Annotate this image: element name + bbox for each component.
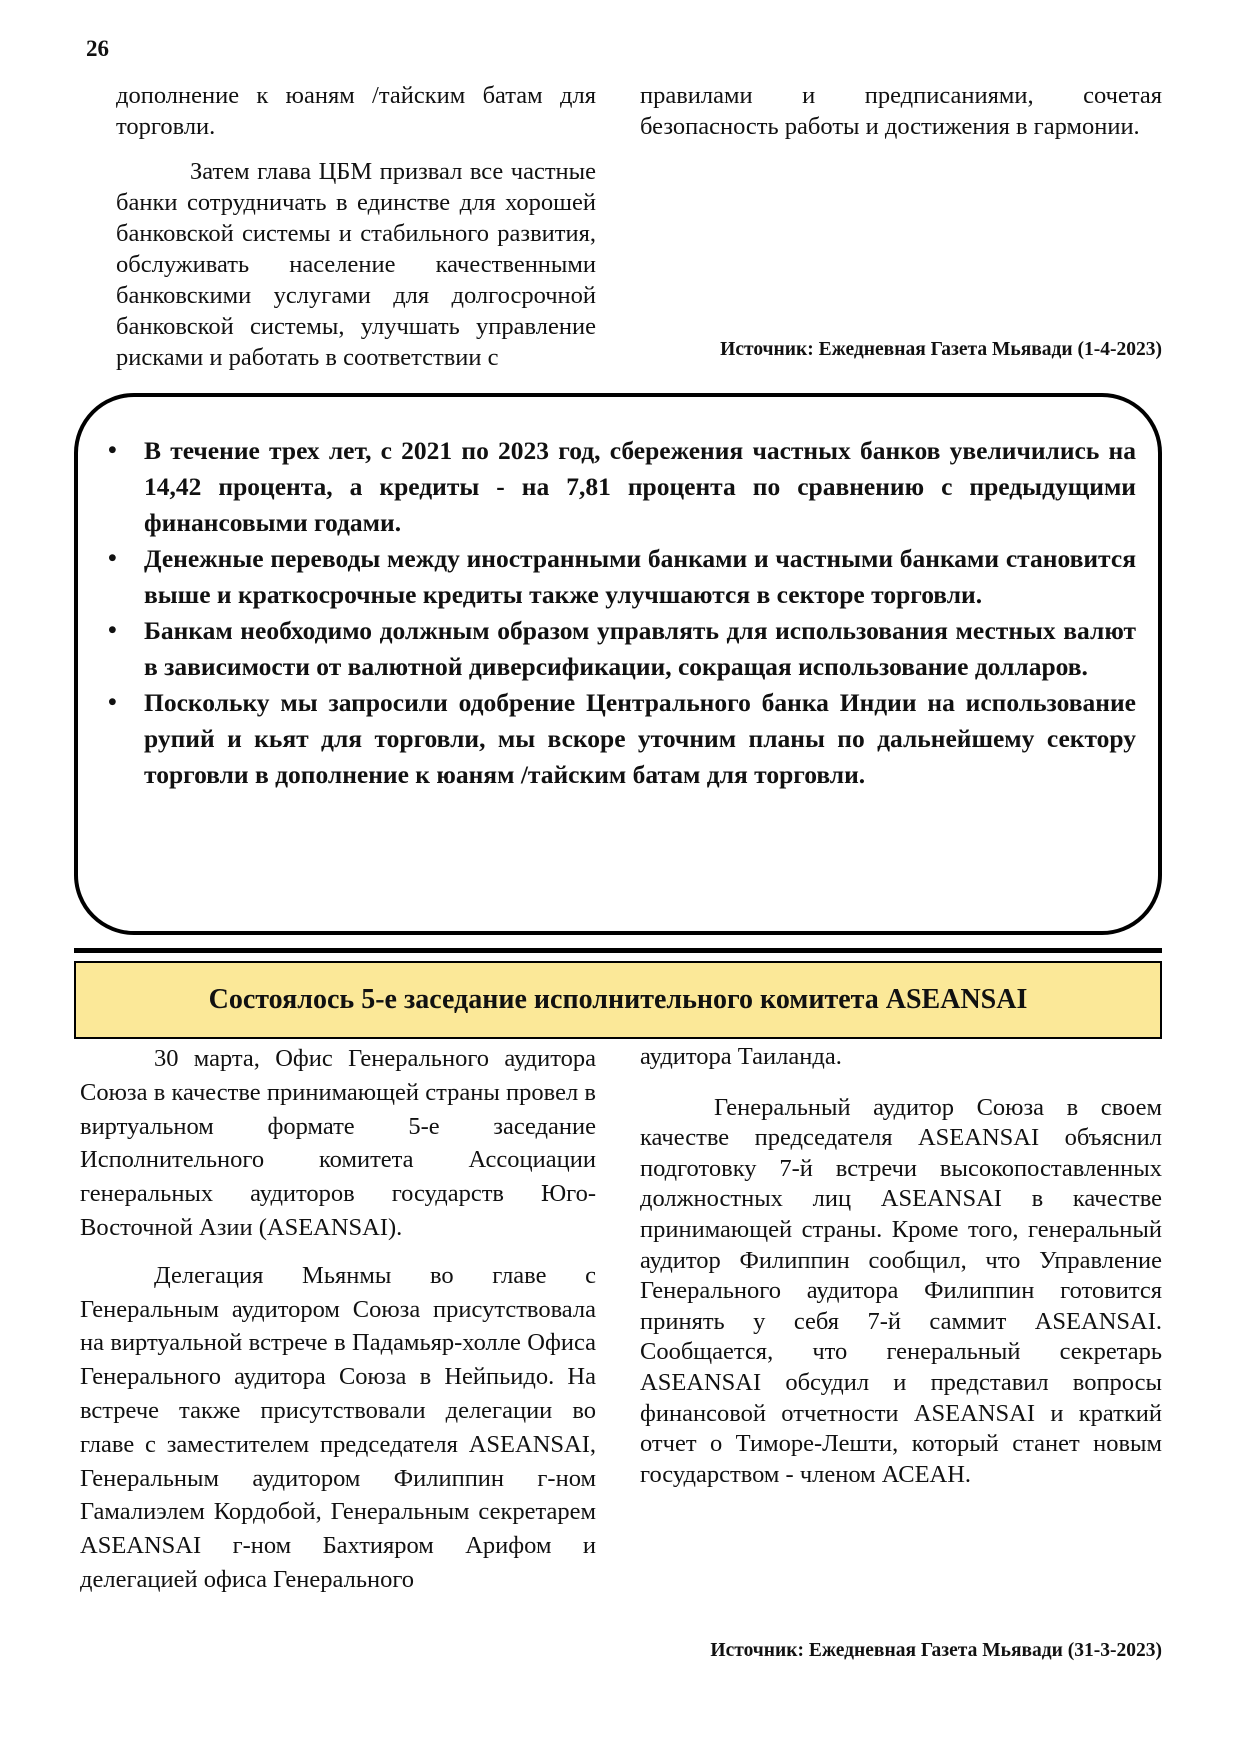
bullet-list (108, 433, 1136, 793)
bullet-icon: • (108, 545, 117, 572)
list-item (108, 433, 1136, 541)
paragraph: правилами и предписаниями, сочетая безопасность работы и достижения в гармонии. (640, 82, 1162, 140)
bullet-icon: • (108, 617, 117, 644)
article-left-column (80, 1042, 596, 1597)
paragraph: Делегация Мьянмы во главе с Генеральным аудитором Союза присутствовала на виртуальной встрече в Падамьяр-холле Офиса Генерального аудитора Союза в Нейпьидо. На встрече также присутствовали делегации во главе с заместителем председателя ASEANSAI, Генеральным аудитором Филиппин г-ном Гамалиэлем Кордобой, Генеральным секретарем ASEANSAI г-ном Бахтияром Арифом и делегацией офиса Генерального (80, 1261, 596, 1593)
list-item-text: Денежные переводы между иностранными банками и частными банками становится выше и краткосрочные кредиты также улучшаются в секторе торговли. (144, 544, 1136, 609)
list-item-text: В течение трех лет, с 2021 по 2023 год, сбережения частных банков увеличились на 14,42 процента, а кредиты - на 7,81 процента по сравнению с предыдущими финансовыми годами. (144, 436, 1136, 537)
source-citation: Источник: Ежедневная Газета Мьявади (31-3-2023) (710, 1640, 1162, 1661)
bullet-icon: • (108, 437, 117, 464)
list-item (108, 685, 1136, 793)
list-item (108, 613, 1136, 685)
article-headline: Состоялось 5-е заседание исполнительного комитета ASEANSAI (208, 984, 1028, 1015)
paragraph: аудитора Таиланда. (640, 1043, 842, 1070)
article-right-column (640, 1042, 1162, 1490)
bullet-icon: • (108, 689, 117, 716)
list-item-text: Банкам необходимо должным образом управлять для использования местных валют в зависимости от валютной диверсификации, сокращая использование долларов. (144, 616, 1136, 681)
source-citation: Источник: Ежедневная Газета Мьявади (1-4-2023) (720, 339, 1162, 360)
paragraph: дополнение к юаням /тайским батам для торговли. (116, 82, 596, 140)
paragraph: 30 марта, Офис Генерального аудитора Союза в качестве принимающей страны провел в виртуальном формате 5-е заседание Исполнительного комитета Ассоциации генеральных аудиторов государств Юго-Восточной Азии (ASEANSAI). (80, 1045, 596, 1241)
paragraph: Генеральный аудитор Союза в своем качестве председателя ASEANSAI объяснил подготовку 7-й встречи высокопоставленных должностных лиц ASEANSAI в качестве принимающей страны. Кроме того, генеральный аудитор Филиппин сообщил, что Управление Генерального аудитора Филиппин готовится принять у себя 7-й саммит ASEANSAI. Сообщается, что генеральный секретарь ASEANSAI обсудил и представил вопросы финансовой отчетности ASEANSAI и краткий отчет о Тиморе-Лешти, который станет новым государством - членом АСЕАН. (640, 1093, 1162, 1488)
highlight-box (74, 393, 1162, 935)
list-item (108, 541, 1136, 613)
divider (74, 948, 1162, 953)
headline-banner (74, 961, 1162, 1039)
paragraph: Затем глава ЦБМ призвал все частные банки сотрудничать в единстве для хорошей банковской системы и стабильного развития, обслуживать население качественными банковскими услугами для долгосрочной банковской системы, улучшать управление рисками и работать в соответствии с (116, 158, 596, 371)
list-item-text: Поскольку мы запросили одобрение Центрального банка Индии на использование рупий и кьят для торговли, мы вскоре уточним планы по дальнейшему сектору торговли в дополнение к юаням /тайским батам для торговли. (144, 688, 1136, 789)
page-number: 26 (86, 36, 109, 61)
top-left-column (116, 80, 596, 373)
top-right-column (640, 80, 1162, 142)
